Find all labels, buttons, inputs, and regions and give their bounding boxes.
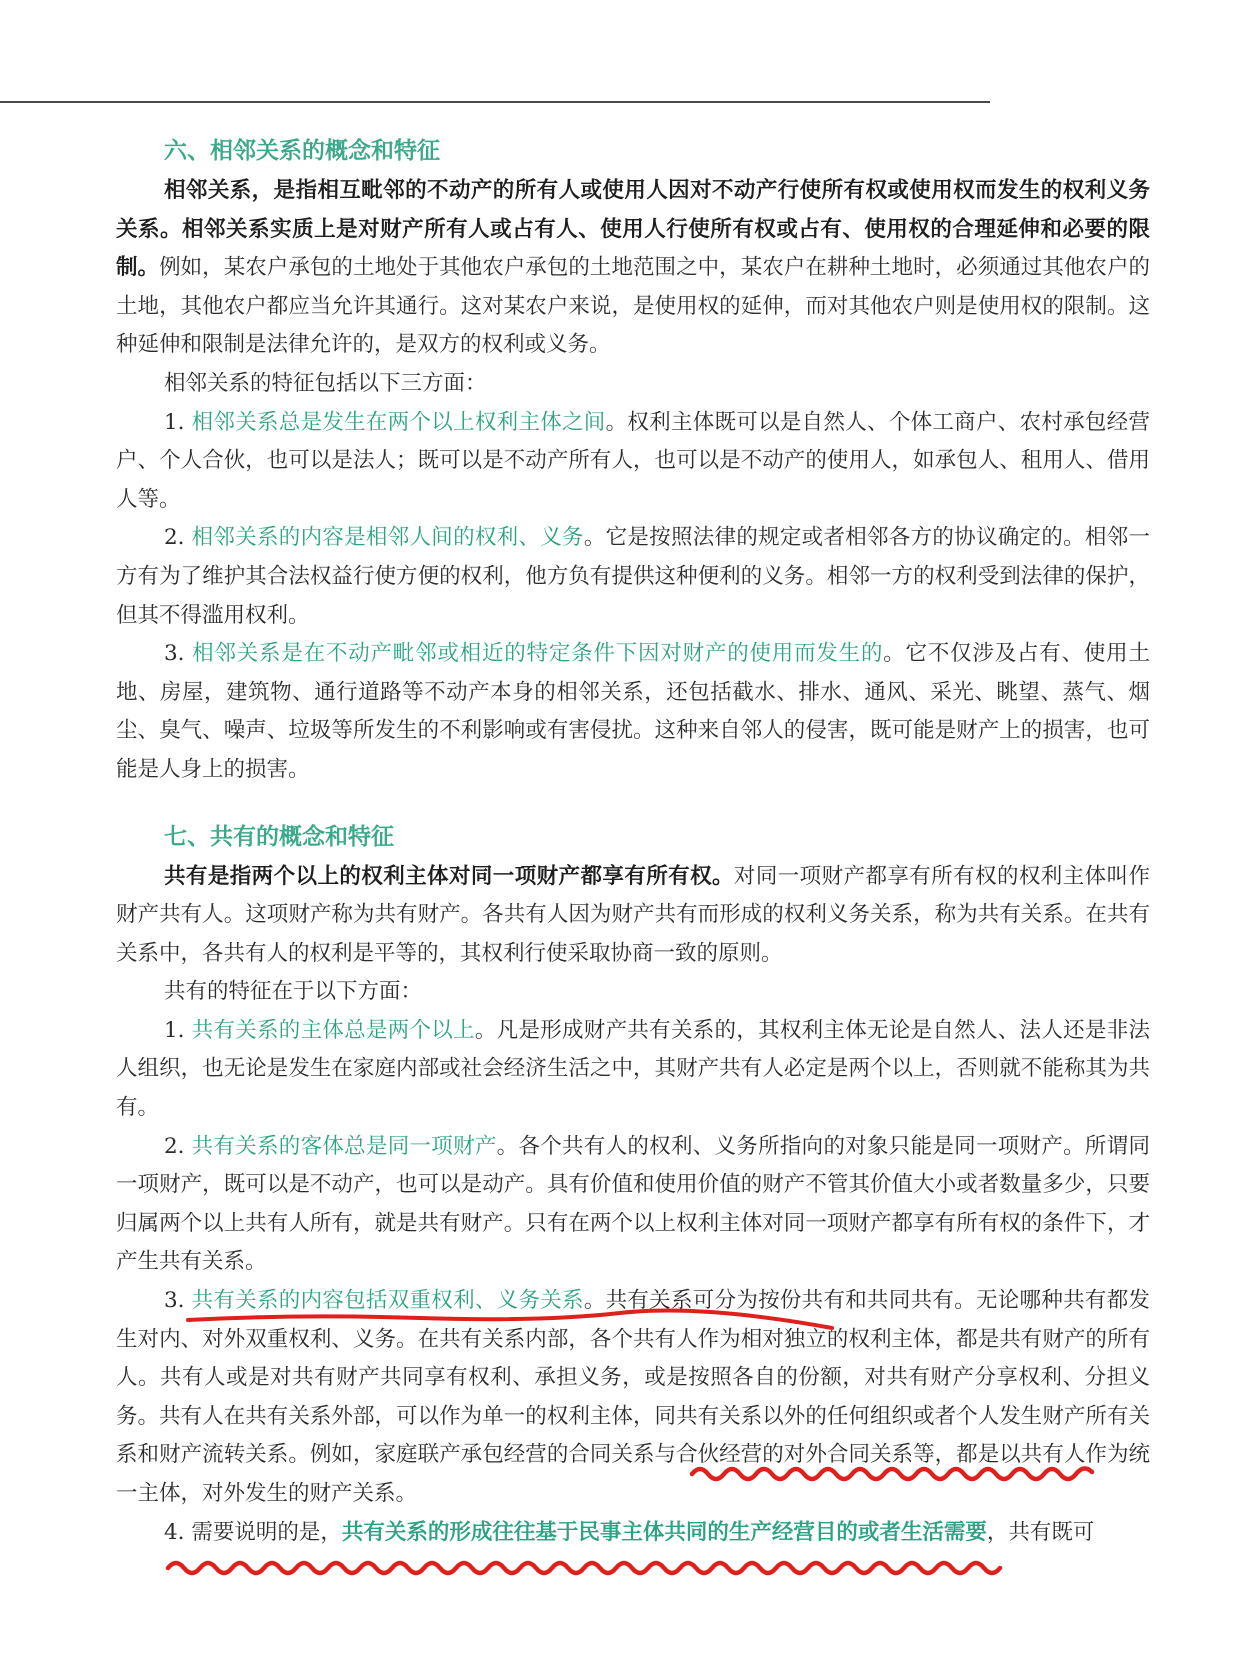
item-highlight: 共有关系的客体总是同一项财产 (191, 1133, 497, 1159)
item-text: 。共有关系可分为按份共有和共同共有。无论哪种共有都发生对内、对外双重权利、义务。在共有关系内部，各个共有人作为相对独立的权利主体，都是共有财产的所有人。共有人或是对共有财产共同享有权利、承担义务，或是按照各自的份额，对共有财产分享权利、分担义务。共有人在共有关系外部，可以作为单一的权利主体，同共有关系以外的任何组织或者个人发生财产所有关系和财产流转关系。例如，家庭联产承包经营的合同关系与合伙经营的对外合同关系等，都是以共有人作为统一主体，对外发生的财产关系。 (116, 1288, 1150, 1506)
section-6-heading: 六、相邻关系的概念和特征 (164, 138, 440, 164)
section-7-item-2 (116, 1128, 1150, 1282)
item-text: 。凡是形成财产共有关系的，其权利主体无论是自然人、法人还是非法人组织，也无论是发生在家庭内部或社会经济生活之中，其财产共有人必定是两个以上，否则就不能称其为共有。 (116, 1017, 1150, 1121)
wavy-underline-mark (168, 1563, 1000, 1573)
definition-bold: 相邻关系，是指相互毗邻的不动产的所有人或使用人因对不动产行使所有权或使用权而发生的权利义务关系。相邻关系实质上是对财产所有人或占有人、使用人行使所有权或占有、使用权的合理延伸和必要的限制。 (116, 178, 1150, 281)
item-highlight: 共有关系的内容包括双重权利、义务关系 (191, 1288, 584, 1314)
item-highlight: 相邻关系是在不动产毗邻或相近的特定条件下因对财产的使用而发生的 (192, 641, 884, 667)
item-highlight: 共有关系的形成往往基于民事主体共同的生产经营目的或者生活需要 (341, 1519, 987, 1545)
item-text: 。权利主体既可以是自然人、个体工商户、农村承包经营户、个人合伙，也可以是法人；既可以是不动产所有人，也可以是不动产的使用人，如承包人、租用人、借用人等。 (116, 409, 1150, 512)
definition-text: 对同一项财产都享有所有权的权利主体叫作财产共有人。这项财产称为共有财产。各共有人因为财产共有而形成的权利义务关系，称为共有关系。在共有关系中，各共有人的权利是平等的，其权利行使采取协商一致的原则。 (116, 863, 1150, 966)
section-6-item-3 (116, 635, 1150, 789)
section-7-definition (116, 858, 1150, 974)
section-gap (116, 790, 1150, 820)
section-6-definition (116, 172, 1150, 365)
section-7-item-1 (116, 1012, 1150, 1128)
section-7-item-3 (116, 1282, 1150, 1514)
item-number: 3. (164, 1288, 192, 1314)
item-number: 2. (164, 1133, 192, 1159)
item-number: 2. (164, 525, 192, 551)
section-7-item-4 (116, 1514, 1150, 1553)
item-number: 1. (164, 1017, 192, 1043)
item-highlight: 相邻关系的内容是相邻人间的权利、义务 (191, 525, 584, 551)
document-page (116, 134, 1150, 1552)
item-text: ，共有既可 (986, 1519, 1095, 1545)
item-text: 。各个共有人的权利、义务所指向的对象只能是同一项财产。所谓同一项财产，既可以是不动产，也可以是动产。具有价值和使用价值的财产不管其价值大小或者数量多少，只要归属两个以上共有人所有，就是共有财产。只有在两个以上权利主体对同一项财产都享有所有权的条件下，才产生共有关系。 (116, 1133, 1150, 1275)
section-7-intro: 共有的特征在于以下方面： (164, 979, 423, 1005)
item-text: 。它不仅涉及占有、使用土地、房屋，建筑物、通行道路等不动产本身的相邻关系，还包括截水、排水、通风、采光、眺望、蒸气、烟尘、臭气、噪声、垃圾等所发生的不利影响或有害侵扰。这种来自邻人的侵害，既可能是财产上的损害，也可能是人身上的损害。 (116, 641, 1150, 782)
section-7-heading: 七、共有的概念和特征 (164, 823, 394, 850)
item-highlight: 相邻关系总是发生在两个以上权利主体之间 (191, 409, 606, 435)
item-number: 1. (164, 409, 192, 435)
item-number: 3. (164, 641, 193, 667)
definition-bold: 共有是指两个以上的权利主体对同一项财产都享有所有权。 (164, 863, 734, 889)
section-6-intro: 相邻关系的特征包括以下三方面： (164, 370, 487, 396)
item-text: 。它是按照法律的规定或者相邻各方的协议确定的。相邻一方有为了维护其合法权益行使方便的权利，他方负有提供这种便利的义务。相邻一方的权利受到法律的保护，但其不得滥用权利。 (116, 525, 1150, 628)
top-rule (0, 101, 990, 103)
item-highlight: 共有关系的主体总是两个以上 (191, 1017, 475, 1043)
section-6-item-2 (116, 519, 1150, 635)
item-number: 4. 需要说明的是， (164, 1519, 342, 1545)
section-6-item-1 (116, 404, 1150, 520)
definition-example: 例如，某农户承包的土地处于其他农户承包的土地范围之中，某农户在耕种土地时，必须通过其他农户的土地，其他农户都应当允许其通行。这对某农户来说，是使用权的延伸，而对其他农户则是使用权的限制。这种延伸和限制是法律允许的，是双方的权利或义务。 (116, 255, 1150, 358)
